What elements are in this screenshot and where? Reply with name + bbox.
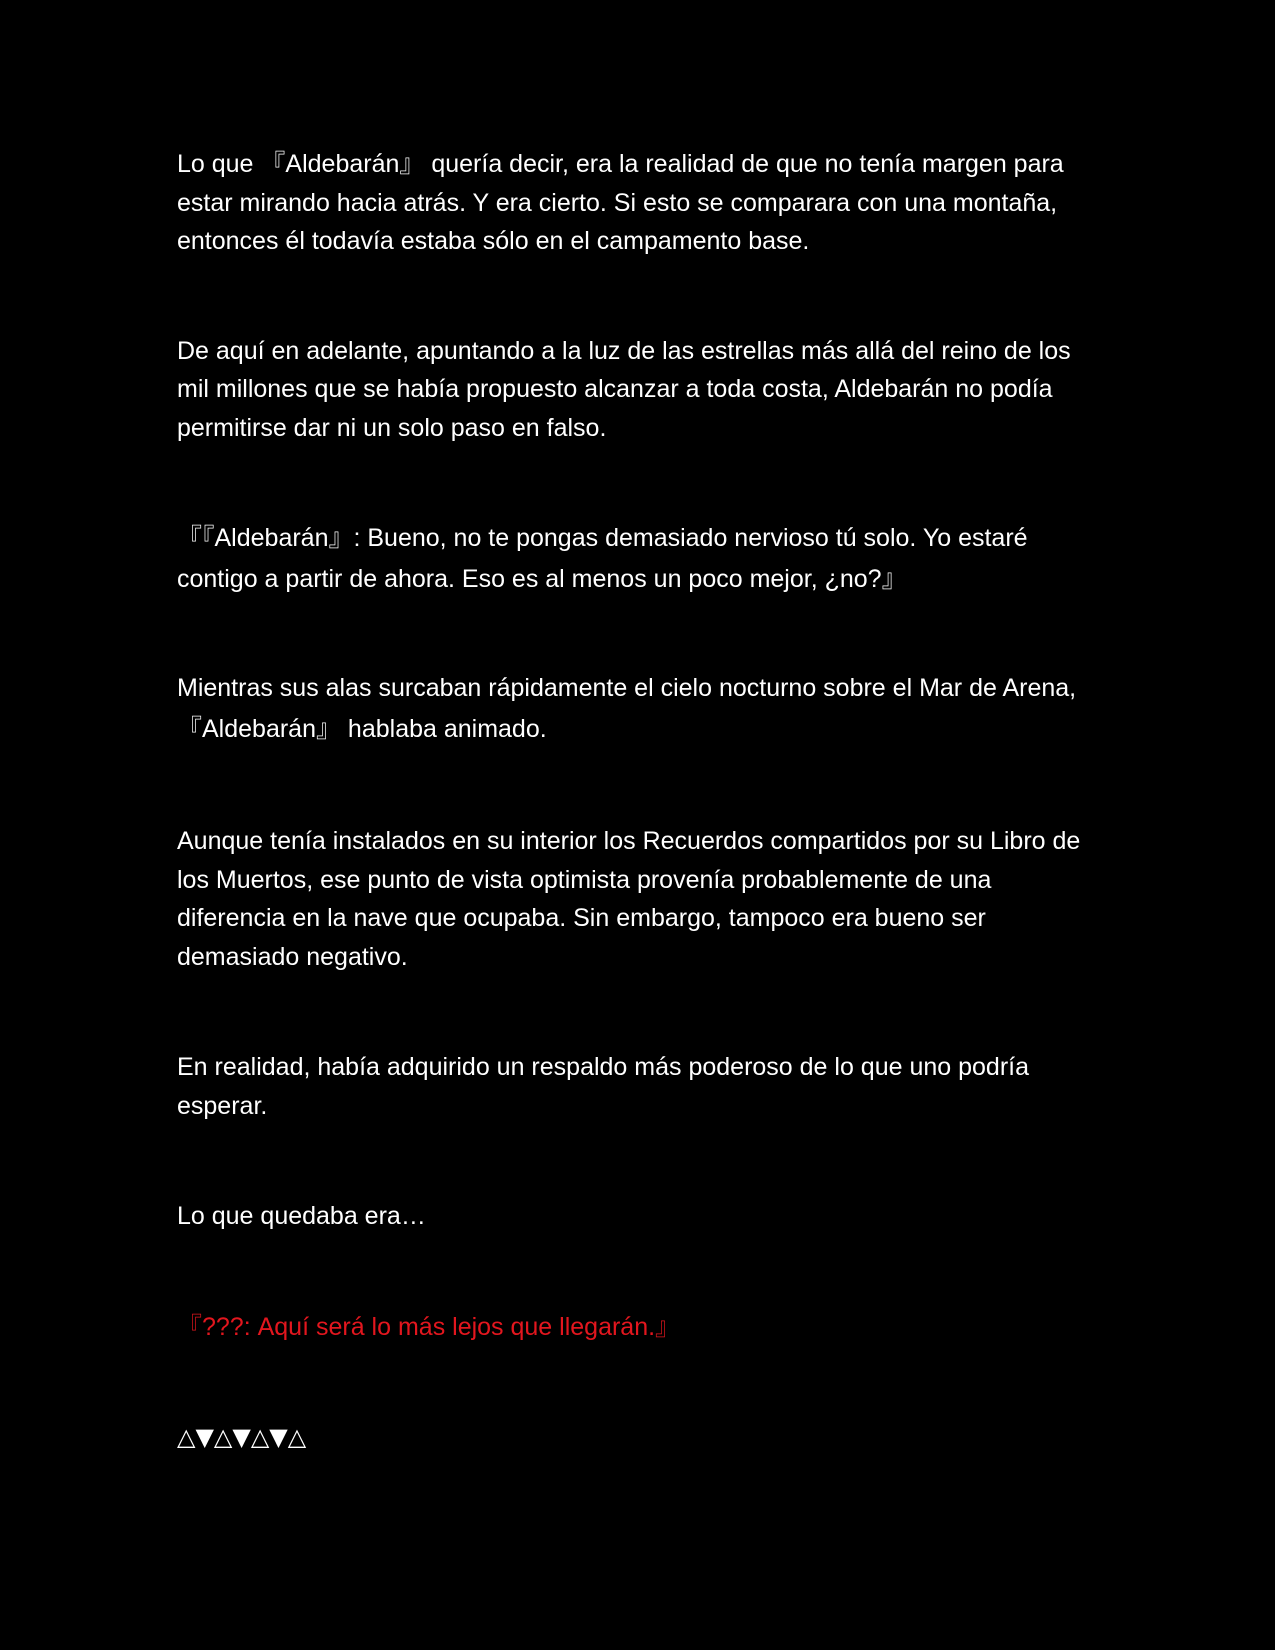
paragraph-dialogue-unknown: 『???: Aquí será lo más lejos que llegarán.』 bbox=[177, 1312, 681, 1341]
paragraph-5: Aunque tenía instalados en su interior los Recuerdos compartidos por su Libro de los Muertos, ese punto de vista optimista provenía probablemente de una diferencia en la nave que ocupaba. Sin embargo, tampoco era bueno ser demasiado negativo. bbox=[177, 827, 1081, 971]
document-body bbox=[177, 145, 1097, 1457]
paragraph-6: En realidad, había adquirido un respaldo más poderoso de lo que uno podría esperar. bbox=[177, 1053, 1030, 1120]
paragraph-7: Lo que quedaba era… bbox=[177, 1202, 426, 1230]
paragraph-dialogue-aldebaran: 『『Aldebarán』: Bueno, no te pongas demasiado nervioso tú solo. Yo estaré contigo a partir de ahora. Eso es al menos un poco mejor, ¿no?』 bbox=[177, 524, 1028, 593]
paragraph-1: Lo que 『Aldebarán』 quería decir, era la realidad de que no tenía margen para estar mirando hacia atrás. Y era cierto. Si esto se comparara con una montaña, entonces él todavía estaba sólo en el campamento base. bbox=[177, 150, 1064, 255]
scene-break-triangles: △▼△▼△▼△ bbox=[177, 1423, 307, 1451]
paragraph-4: Mientras sus alas surcaban rápidamente el cielo nocturno sobre el Mar de Arena, 『Aldebarán』 hablaba animado. bbox=[177, 674, 1077, 743]
paragraph-2: De aquí en adelante, apuntando a la luz de las estrellas más allá del reino de los mil millones que se había propuesto alcanzar a toda costa, Aldebarán no podía permitirse dar ni un solo paso en falso. bbox=[177, 336, 1071, 442]
